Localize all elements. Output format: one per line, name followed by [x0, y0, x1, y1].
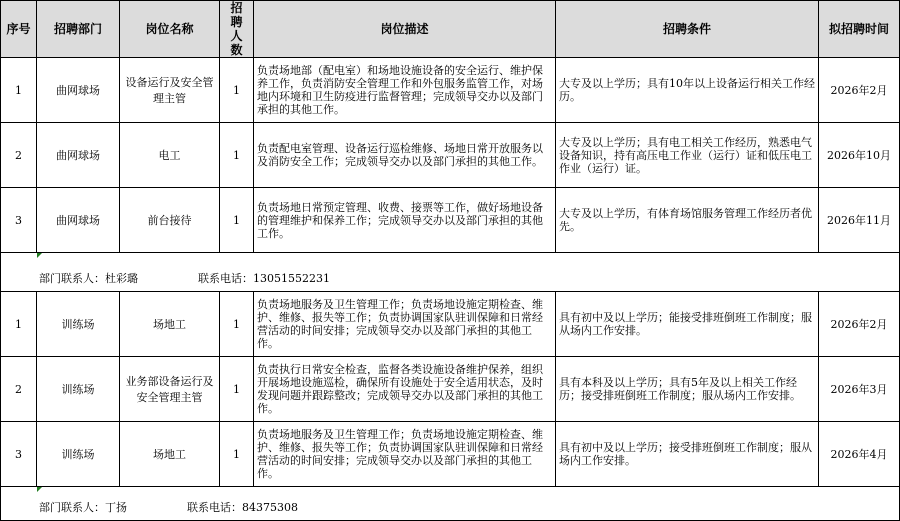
cell-dept[interactable]: 曲网球场	[37, 58, 120, 123]
cell-position[interactable]: 设备运行及安全管理主管	[120, 58, 220, 123]
contact-row	[1, 487, 900, 521]
contact-row	[1, 253, 900, 292]
cell-cond[interactable]: 具有本科及以上学历；具有5年及以上相关工作经历；接受排班倒班工作制度；服从场内工作安排。	[556, 357, 819, 422]
header-cond: 招聘条件	[556, 1, 819, 58]
cell-dept[interactable]: 曲网球场	[37, 188, 120, 253]
cell-comment-marker	[37, 487, 42, 492]
cell-position[interactable]: 前台接待	[120, 188, 220, 253]
cell-count[interactable]: 1	[220, 292, 254, 357]
cell-comment-marker	[37, 253, 42, 258]
table-row	[1, 188, 900, 253]
cell-desc[interactable]: 负责执行日常安全检查，监督各类设施设备维护保养，组织开展场地设施巡检，确保所有设施处于安全适用状态，及时发现问题并跟踪整改；完成领导交办以及部门承担的其他工作。	[254, 357, 556, 422]
cell-count[interactable]: 1	[220, 357, 254, 422]
cell-seq[interactable]: 3	[1, 188, 37, 253]
cell-desc[interactable]: 负责配电室管理、设备运行巡检维修、场地日常开放服务以及消防安全工作；完成领导交办以及部门承担的其他工作。	[254, 123, 556, 188]
cell-desc[interactable]: 负责场地日常预定管理、收费、接票等工作，做好场地设备的管理维护和保养工作；完成领导交办以及部门承担的其他工作。	[254, 188, 556, 253]
header-position: 岗位名称	[120, 1, 220, 58]
cell-dept[interactable]: 训练场	[37, 422, 120, 487]
cell-count[interactable]: 1	[220, 123, 254, 188]
header-time: 拟招聘时间	[819, 1, 900, 58]
cell-dept[interactable]: 训练场	[37, 357, 120, 422]
cell-dept[interactable]: 训练场	[37, 292, 120, 357]
cell-seq[interactable]: 3	[1, 422, 37, 487]
cell-seq[interactable]: 1	[1, 58, 37, 123]
contact-person: 部门联系人：丁扬	[39, 501, 127, 514]
header-seq: 序号	[1, 1, 37, 58]
cell-desc[interactable]: 负责场地部（配电室）和场地设施设备的安全运行、维护保养工作，负责消防安全管理工作和外包服务监管工作，对场地内环境和卫生防疫进行监督管理；完成领导交办以及部门承担的其他工作。	[254, 58, 556, 123]
cell-time[interactable]: 2026年3月	[819, 357, 900, 422]
cell-time[interactable]: 2026年4月	[819, 422, 900, 487]
contact-phone: 联系电话：84375308	[187, 501, 298, 514]
table-row	[1, 292, 900, 357]
cell-position[interactable]: 场地工	[120, 292, 220, 357]
cell-desc[interactable]: 负责场地服务及卫生管理工作；负责场地设施定期检查、维护、维修、报失等工作；负责协调国家队驻训保障和日常经营活动的时间安排；完成领导交办以及部门承担的其他工作。	[254, 292, 556, 357]
cell-cond[interactable]: 大专及以上学历；具有10年以上设备运行相关工作经历。	[556, 58, 819, 123]
cell-position[interactable]: 电工	[120, 123, 220, 188]
cell-position[interactable]: 业务部设备运行及安全管理主管	[120, 357, 220, 422]
cell-desc[interactable]: 负责场地服务及卫生管理工作；负责场地设施定期检查、维护、维修、报失等工作；负责协调国家队驻训保障和日常经营活动的时间安排；完成领导交办以及部门承担的其他工作。	[254, 422, 556, 487]
header-count: 招聘人数	[220, 1, 254, 58]
cell-seq[interactable]: 1	[1, 292, 37, 357]
cell-count[interactable]: 1	[220, 188, 254, 253]
cell-count[interactable]: 1	[220, 58, 254, 123]
contact-phone: 联系电话：13051552231	[198, 272, 330, 285]
cell-seq[interactable]: 2	[1, 123, 37, 188]
cell-time[interactable]: 2026年10月	[819, 123, 900, 188]
header-dept: 招聘部门	[37, 1, 120, 58]
cell-dept[interactable]: 曲网球场	[37, 123, 120, 188]
contact-cell[interactable]	[1, 487, 900, 521]
contact-cell[interactable]	[1, 253, 900, 292]
cell-seq[interactable]: 2	[1, 357, 37, 422]
cell-time[interactable]: 2026年11月	[819, 188, 900, 253]
cell-cond[interactable]: 大专及以上学历，有体育场馆服务管理工作经历者优先。	[556, 188, 819, 253]
contact-line	[39, 499, 298, 515]
header-row	[1, 1, 900, 58]
header-desc: 岗位描述	[254, 1, 556, 58]
cell-cond[interactable]: 大专及以上学历；具有电工相关工作经历，熟悉电气设备知识，持有高压电工作业（运行）证和低压电工作业（运行）证。	[556, 123, 819, 188]
table-row	[1, 357, 900, 422]
contact-line	[39, 270, 330, 286]
cell-cond[interactable]: 具有初中及以上学历；接受排班倒班工作制度；服从场内工作安排。	[556, 422, 819, 487]
cell-position[interactable]: 场地工	[120, 422, 220, 487]
table-row	[1, 422, 900, 487]
cell-time[interactable]: 2026年2月	[819, 58, 900, 123]
table-row	[1, 123, 900, 188]
contact-person: 部门联系人：杜彩璐	[39, 272, 138, 285]
table-row	[1, 58, 900, 123]
cell-time[interactable]: 2026年2月	[819, 292, 900, 357]
cell-cond[interactable]: 具有初中及以上学历；能接受排班倒班工作制度；服从场内工作安排。	[556, 292, 819, 357]
cell-count[interactable]: 1	[220, 422, 254, 487]
